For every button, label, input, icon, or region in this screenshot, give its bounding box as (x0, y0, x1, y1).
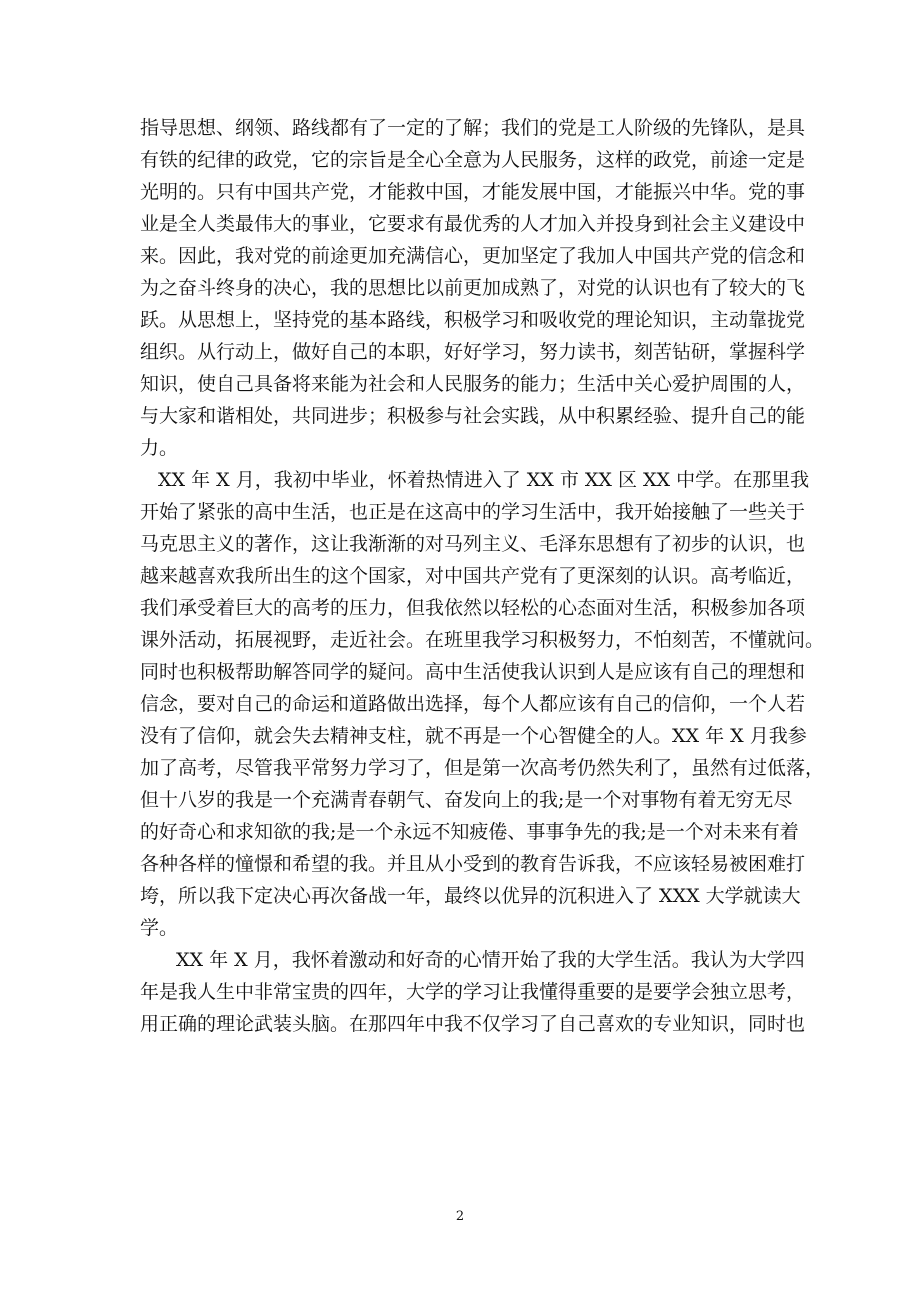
page-number: 2 (455, 1209, 465, 1224)
text-line: 为之奋斗终身的决心，我的思想比以前更加成熟了，对党的认识也有了较大的飞 (140, 277, 806, 299)
text-line: 但十八岁的我是一个充满青春朝气、奋发向上的我;是一个对事物有着无穷无尽 (140, 789, 793, 811)
text-line: 课外活动，拓展视野，走近社会。在班里我学习积极努力，不怕刻苦，不懂就问。 (140, 629, 825, 651)
text-line: 力。 (140, 437, 179, 459)
text-line: 越来越喜欢我所出生的这个国家，对中国共产党有了更深刻的认识。高考临近， (140, 565, 806, 587)
text-line: 年是我人生中非常宝贵的四年，大学的学习让我懂得重要的是要学会独立思考， (140, 981, 806, 1003)
paragraph-2 (140, 464, 825, 944)
text-line: 垮，所以我下定决心再次备战一年，最终以优异的沉积进入了 XXX 大学就读大 (140, 885, 801, 907)
paragraph-3 (140, 944, 806, 1040)
text-line: 组织。从行动上，做好自己的本职，好好学习，努力读书，刻苦钻研，掌握科学 (140, 341, 806, 363)
text-line: 知识，使自己具备将来能为社会和人民服务的能力；生活中关心爱护周围的人， (140, 373, 806, 395)
text-line: 加了高考，尽管我平常努力学习了，但是第一次高考仍然失利了，虽然有过低落， (140, 757, 825, 779)
text-line: 我们承受着巨大的高考的压力，但我依然以轻松的心态面对生活，积极参加各项 (140, 597, 806, 619)
text-line: 跃。从思想上，坚持党的基本路线，积极学习和吸收党的理论知识，主动靠拢党 (140, 309, 806, 331)
text-line: 同时也积极帮助解答同学的疑问。高中生活使我认识到人是应该有自己的理想和 (140, 661, 806, 683)
text-line: XX 年 X 月，我怀着激动和好奇的心情开始了我的大学生活。我认为大学四 (176, 949, 805, 971)
paragraph-1 (140, 112, 806, 464)
text-line: 来。因此，我对党的前途更加充满信心，更加坚定了我加人中国共产党的信念和 (140, 245, 806, 267)
text-line: 业是全人类最伟大的事业，它要求有最优秀的人才加入并投身到社会主义建设中 (140, 213, 806, 235)
document-body (140, 112, 825, 1040)
text-line: 马克思主义的著作，这让我渐渐的对马列主义、毛泽东思想有了初步的认识，也 (140, 533, 806, 555)
text-line: 用正确的理论武装头脑。在那四年中我不仅学习了自己喜欢的专业知识，同时也 (140, 1013, 806, 1035)
text-line: 光明的。只有中国共产党，才能救中国，才能发展中国，才能振兴中华。党的事 (140, 181, 806, 203)
text-line: 有铁的纪律的政党，它的宗旨是全心全意为人民服务，这样的政党，前途一定是 (140, 149, 806, 171)
text-line: XX 年 X 月，我初中毕业，怀着热情进入了 XX 市 XX 区 XX 中学。在那里我 (158, 469, 810, 491)
text-line: 没有了信仰，就会失去精神支柱，就不再是一个心智健全的人。XX 年 X 月我参 (140, 725, 807, 747)
text-line: 与大家和谐相处，共同进步；积极参与社会实践，从中积累经验、提升自己的能 (140, 405, 806, 427)
text-line: 各种各样的憧憬和希望的我。并且从小受到的教育告诉我，不应该轻易被困难打 (140, 853, 806, 875)
text-line: 的好奇心和求知欲的我;是一个永远不知疲倦、事事争先的我;是一个对未来有着 (140, 821, 799, 843)
text-line: 开始了紧张的高中生活，也正是在这高中的学习生活中，我开始接触了一些关于 (140, 501, 806, 523)
text-line: 信念，要对自己的命运和道路做出选择，每个人都应该有自己的信仰，一个人若 (140, 693, 806, 715)
text-line: 学。 (140, 917, 179, 939)
text-line: 指导思想、纲领、路线都有了一定的了解；我们的党是工人阶级的先锋队，是具 (140, 117, 806, 139)
